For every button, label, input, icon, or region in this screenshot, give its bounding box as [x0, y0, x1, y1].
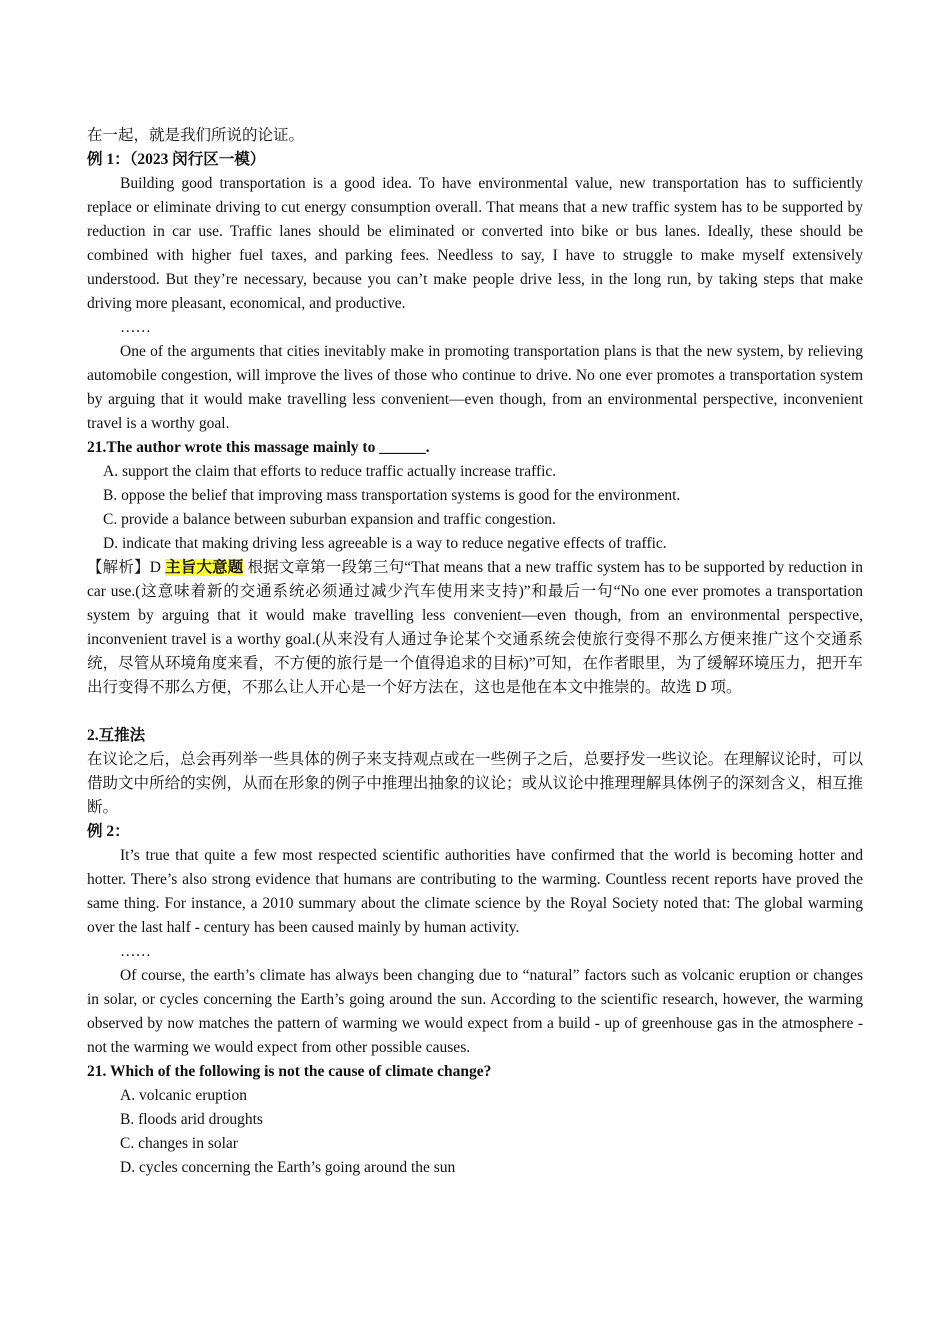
analysis-text: 根据文章第一段第三句“That means that a new traffic system has to be supported by reduction in car use.(这意味着新的交通系统必须通过减少汽车使用来支持)”和最后一句“No one ever promotes a transportation system by arguing that it would make travelling less convenient—even though, from an environmental perspective, inconvenient travel is a worthy goal.(从来没有人通过争论某个交通系统会使旅行变得不那么方便来推广这个交通系统，尽管从环境角度来看，不方便的旅行是一个值得追求的目标)”可知，在作者眼里，为了缓解环境压力，把开车出行变得不那么方便，不那么让人开心是一个好方法在，这也是他在本文中推崇的。故选 D 项。	[87, 559, 863, 696]
section-2-intro: 在议论之后，总会再列举一些具体的例子来支持观点或在一些例子之后，总要抒发一些议论。在理解议论时，可以借助文中所给的实例，从而在形象的例子中推理出抽象的议论；或从议论中推理理解具体例子的深刻含义，相互推断。	[87, 751, 863, 816]
example-2-option-d: D. cycles concerning the Earth’s going around the sun	[120, 1159, 456, 1176]
example-1-question: 21.The author wrote this massage mainly to ______.	[87, 439, 430, 456]
section-2-heading: 2.互推法	[87, 727, 146, 744]
analysis-label: 【解析】D	[87, 559, 165, 576]
example-1-paragraph-2: One of the arguments that cities inevitably make in promoting transportation plans is that the new system, by relieving automobile congestion, will improve the lives of those who continue to drive. No one ever promotes a transportation system by arguing that it would make travelling less convenient—even though, from an environmental perspective, inconvenient travel is a worthy goal.	[87, 343, 863, 432]
example-1-paragraph-1: Building good transportation is a good idea. To have environmental value, new transportation has to sufficiently replace or eliminate driving to cut energy consumption overall. That means that a new traffic system has to be supported by reduction in car use. Traffic lanes should be eliminated or converted into bike or bus lanes. Ideally, these should be combined with higher fuel taxes, and parking fees. Needless to say, I have to struggle to make myself extensively understood. But they’re necessary, because you can’t make people drive less, in the long run, by taking steps that make driving more pleasant, economical, and productive.	[87, 175, 863, 312]
example-1-option-b: B. oppose the belief that improving mass transportation systems is good for the environment.	[103, 487, 681, 504]
example-1-option-a: A. support the claim that efforts to reduce traffic actually increase traffic.	[103, 463, 557, 480]
example-2-ellipsis: ……	[120, 943, 151, 960]
analysis-highlight: 主旨大意题	[164, 559, 244, 576]
example-2-option-a: A. volcanic eruption	[120, 1087, 247, 1104]
example-2-question: 21. Which of the following is not the cause of climate change?	[87, 1063, 492, 1080]
section-spacer	[87, 700, 863, 724]
example-1-option-d: D. indicate that making driving less agreeable is a way to reduce negative effects of traffic.	[103, 535, 667, 552]
example-2-heading: 例 2：	[87, 823, 130, 840]
intro-line: 在一起，就是我们所说的论证。	[87, 127, 305, 144]
example-1-analysis	[87, 556, 863, 700]
example-2-paragraph-2: Of course, the earth’s climate has always been changing due to “natural” factors such as volcanic eruption or changes in solar, or cycles concerning the Earth’s going around the sun. According to the scientific research, however, the warming observed by now matches the pattern of warming we would expect from a build - up of greenhouse gas in the atmosphere - not the warming we would expect from other possible causes.	[87, 967, 863, 1056]
example-2-option-b: B. floods arid droughts	[120, 1111, 263, 1128]
example-1-ellipsis: ……	[120, 319, 151, 336]
example-2-option-c: C. changes in solar	[120, 1135, 238, 1152]
example-1-heading: 例 1：（2023 闵行区一模）	[87, 151, 266, 168]
document-page	[87, 124, 863, 1180]
example-2-paragraph-1: It’s true that quite a few most respected scientific authorities have confirmed that the world is becoming hotter and hotter. There’s also strong evidence that humans are contributing to the warming. Countless recent reports have proved the same thing. For instance, a 2010 summary about the climate science by the Royal Society noted that: The global warming over the last half - century has been caused mainly by human activity.	[87, 847, 863, 936]
example-1-option-c: C. provide a balance between suburban expansion and traffic congestion.	[103, 511, 556, 528]
